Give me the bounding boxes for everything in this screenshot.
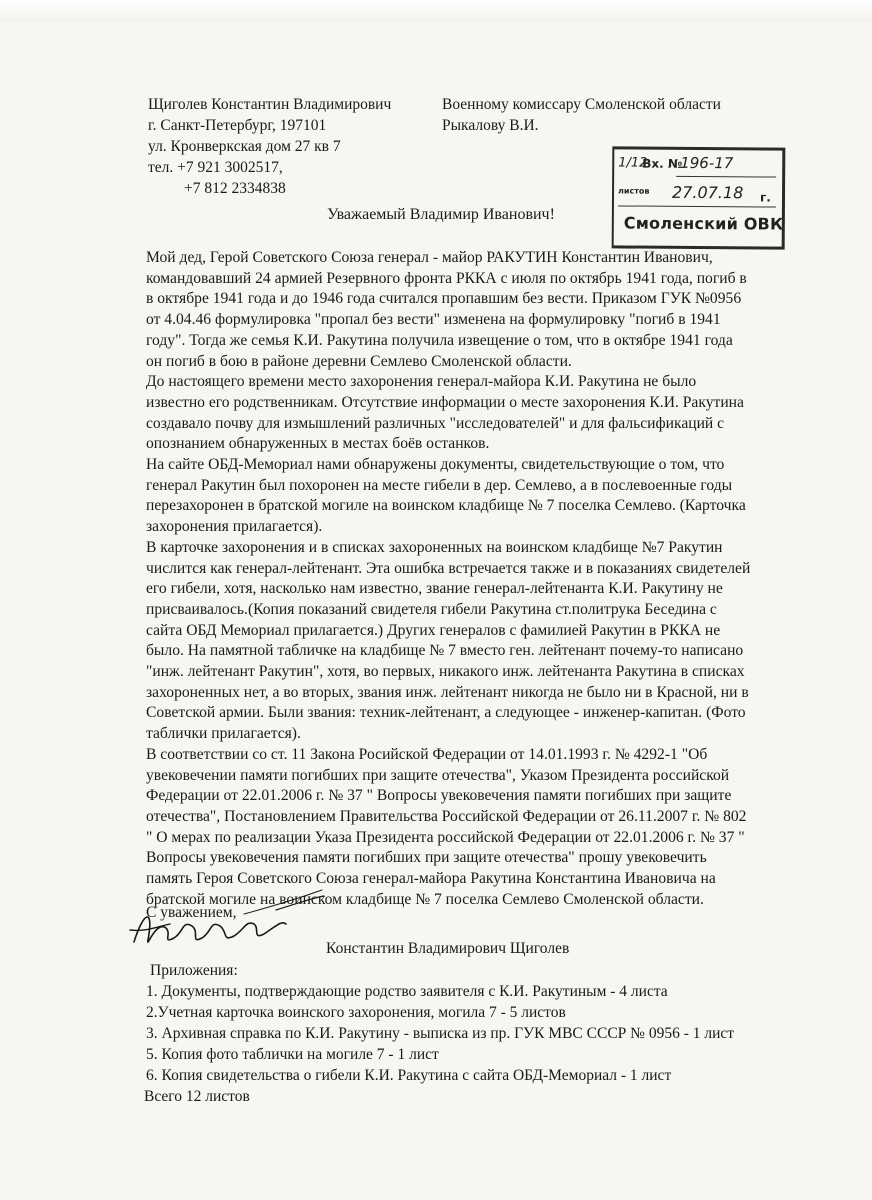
- attachment-item: 6. Копия свидетельства о гибели К.И. Ракутина с сайта ОБД-Мемориал - 1 лист: [146, 1067, 672, 1084]
- body-line: году". Тогда же семья К.И. Ракутина получила извещение о том, что в октябре 1941 года: [146, 331, 733, 349]
- body-line: Вопросы увековечения памяти погибших при защите отечества" прошу увековечить: [146, 849, 707, 867]
- signatory-name: Константин Владимирович Щиголев: [326, 940, 570, 957]
- body-line: числится как генерал-лейтенант. Эта ошибка встречается также и в показаниях свидетелей: [146, 559, 751, 577]
- body-line: Федерации от 22.01.2006 г. № 37 " Вопросы увековечения памяти погибших при защите: [146, 787, 732, 805]
- sender-street: ул. Кронверкская дом 27 кв 7: [148, 138, 341, 155]
- registration-stamp: [612, 146, 786, 249]
- recipient-line-2: Рыкалову В.И.: [442, 117, 539, 134]
- body-line: опознанием обнаруженных в местах боёв останков.: [146, 435, 490, 453]
- recipient-block: [442, 94, 721, 136]
- attachment-item: 1. Документы, подтверждающие родство заявителя с К.И. Ракутиным - 4 листа: [146, 983, 668, 1000]
- sender-city: г. Санкт-Петербург, 197101: [148, 117, 327, 134]
- paragraph-2: [146, 372, 826, 455]
- paragraph-1: [146, 248, 826, 372]
- attachments-block: [146, 960, 734, 1107]
- body-line: генерал Ракутин был похоронен на месте гибели в дер. Семлево, а в послевоенные годы: [146, 476, 733, 494]
- stamp-sheets-label: листов: [618, 186, 650, 196]
- body-line: его гибели, хотя, насколько нам известно, звание генерал-лейтенанта К.И. Ракутину не: [146, 580, 723, 598]
- sender-phone-2: +7 812 2334838: [184, 180, 286, 197]
- attachments-total: Всего 12 листов: [144, 1088, 250, 1105]
- page-edge: [0, 0, 872, 22]
- stamp-date: 27.07.18: [671, 182, 744, 203]
- body-line: " О мерах по реализации Указа Президента российской Федерации от 22.01.2006 г. № 37 ": [146, 828, 745, 846]
- attachment-item: 2.Учетная карточка воинского захоронения, могила 7 - 5 листов: [146, 1004, 566, 1021]
- body-line: присваивалось.(Копия показаний свидетеля гибели Ракутина ст.политрука Беседина с: [146, 600, 717, 618]
- body-line: В соответствии со ст. 11 Закона Росийской Федерации от 14.01.1993 г. № 4292-1 "Об: [146, 745, 708, 763]
- body-line: было. На памятной табличке на кладбище № 7 вместо ген. лейтенант почему-то написано: [146, 642, 744, 660]
- body-line: В карточке захоронения и в списках захороненных на воинском кладбище №7 Ракутин: [146, 538, 723, 556]
- stamp-year-suffix: г.: [759, 190, 771, 205]
- body-line: перезахоронен в братской могиле на воинском кладбище № 7 поселка Семлево. (Карточка: [146, 497, 746, 515]
- sender-name: Щиголев Константин Владимирович: [148, 96, 392, 113]
- body-line: в октябре 1941 года и до 1946 года считался пропавшим без вести. Приказом ГУК №0956: [146, 290, 742, 308]
- body-line: создавало почву для измышлений различных "исследователей" и для фальсификаций с: [146, 414, 725, 432]
- body-line: память Героя Советского Союза генерал-майора Ракутина Константина Ивановича на: [146, 870, 716, 888]
- recipient-line-1: Военному комиссару Смоленской области: [442, 96, 721, 113]
- body-line: известно его родственникам. Отсутствие информации о месте захоронения К.И. Ракутина: [146, 393, 744, 411]
- body-line: сайта ОБД Мемориал прилагается.) Других генералов с фамилией Ракутин в РККА не: [146, 621, 721, 639]
- body-line: захороненных нет, а во вторых, звания инж. лейтенант никогда не было ни в Красной, ни в: [146, 683, 749, 701]
- paragraph-4: [146, 538, 826, 745]
- stamp-rule-top: [676, 176, 776, 178]
- sender-phone-1: тел. +7 921 3002517,: [148, 159, 283, 176]
- handwritten-signature: [126, 880, 326, 960]
- body-line: командовавший 24 армией Резервного фронта РККА с июля по октябрь 1941 года, погиб в: [146, 269, 747, 287]
- greeting: Уважаемый Владимир Иванович!: [327, 206, 555, 223]
- body-line: "инж. лейтенант Ракутин", хотя, во первых, никакого инж. лейтенанта Ракутина в списках: [146, 663, 745, 681]
- stamp-organization: Смоленский ОВК: [623, 213, 784, 234]
- body-line: захоронения прилагается).: [146, 518, 323, 536]
- body-line: На сайте ОБД-Мемориал нами обнаружены документы, свидетельствующие о том, что: [146, 456, 725, 474]
- paragraph-3: [146, 455, 826, 538]
- attachments-label: Приложения:: [150, 962, 238, 979]
- body-line: Мой дед, Герой Советского Союза генерал - майор РАКУТИН Константин Иванович,: [146, 249, 713, 266]
- body-line: До настоящего времени место захоронения генерал-майора К.И. Ракутина не было: [146, 373, 697, 391]
- body-line: от 4.04.46 формулировка "пропал без вести" изменена на формулировку "погиб в 1941: [146, 311, 721, 329]
- letter-body: [146, 248, 826, 911]
- body-line: отечества", Постановлением Правительства Российской Федерации от 26.11.2007 г. № 802: [146, 807, 747, 825]
- body-line: он погиб в бою в районе деревни Семлево Смоленской области.: [146, 352, 572, 370]
- attachment-item: 3. Архивная справка по К.И. Ракутину - выписка из пр. ГУК МВС СССР № 0956 - 1 лист: [146, 1025, 735, 1042]
- stamp-fraction: 1/12: [618, 155, 648, 171]
- attachment-item: 5. Копия фото таблички на могиле 7 - 1 лист: [146, 1046, 439, 1063]
- sender-block: [148, 94, 391, 199]
- stamp-incoming-number: 196-17: [680, 153, 734, 173]
- stamp-incoming-label: Вх. №: [642, 156, 683, 171]
- body-line: Советской армии. Были звания: техник-лейтенант, а следующее - инженер-капитан. (Фото: [146, 704, 746, 722]
- closing-phrase: С уважением,: [146, 904, 237, 921]
- body-line: увековечении памяти погибших при защите отечества", Указом Президента российской: [146, 766, 730, 784]
- body-line: таблички прилагается).: [146, 725, 301, 743]
- body-line: братской могиле на воинском кладбище № 7 поселка Семлево Смоленской области.: [146, 890, 704, 908]
